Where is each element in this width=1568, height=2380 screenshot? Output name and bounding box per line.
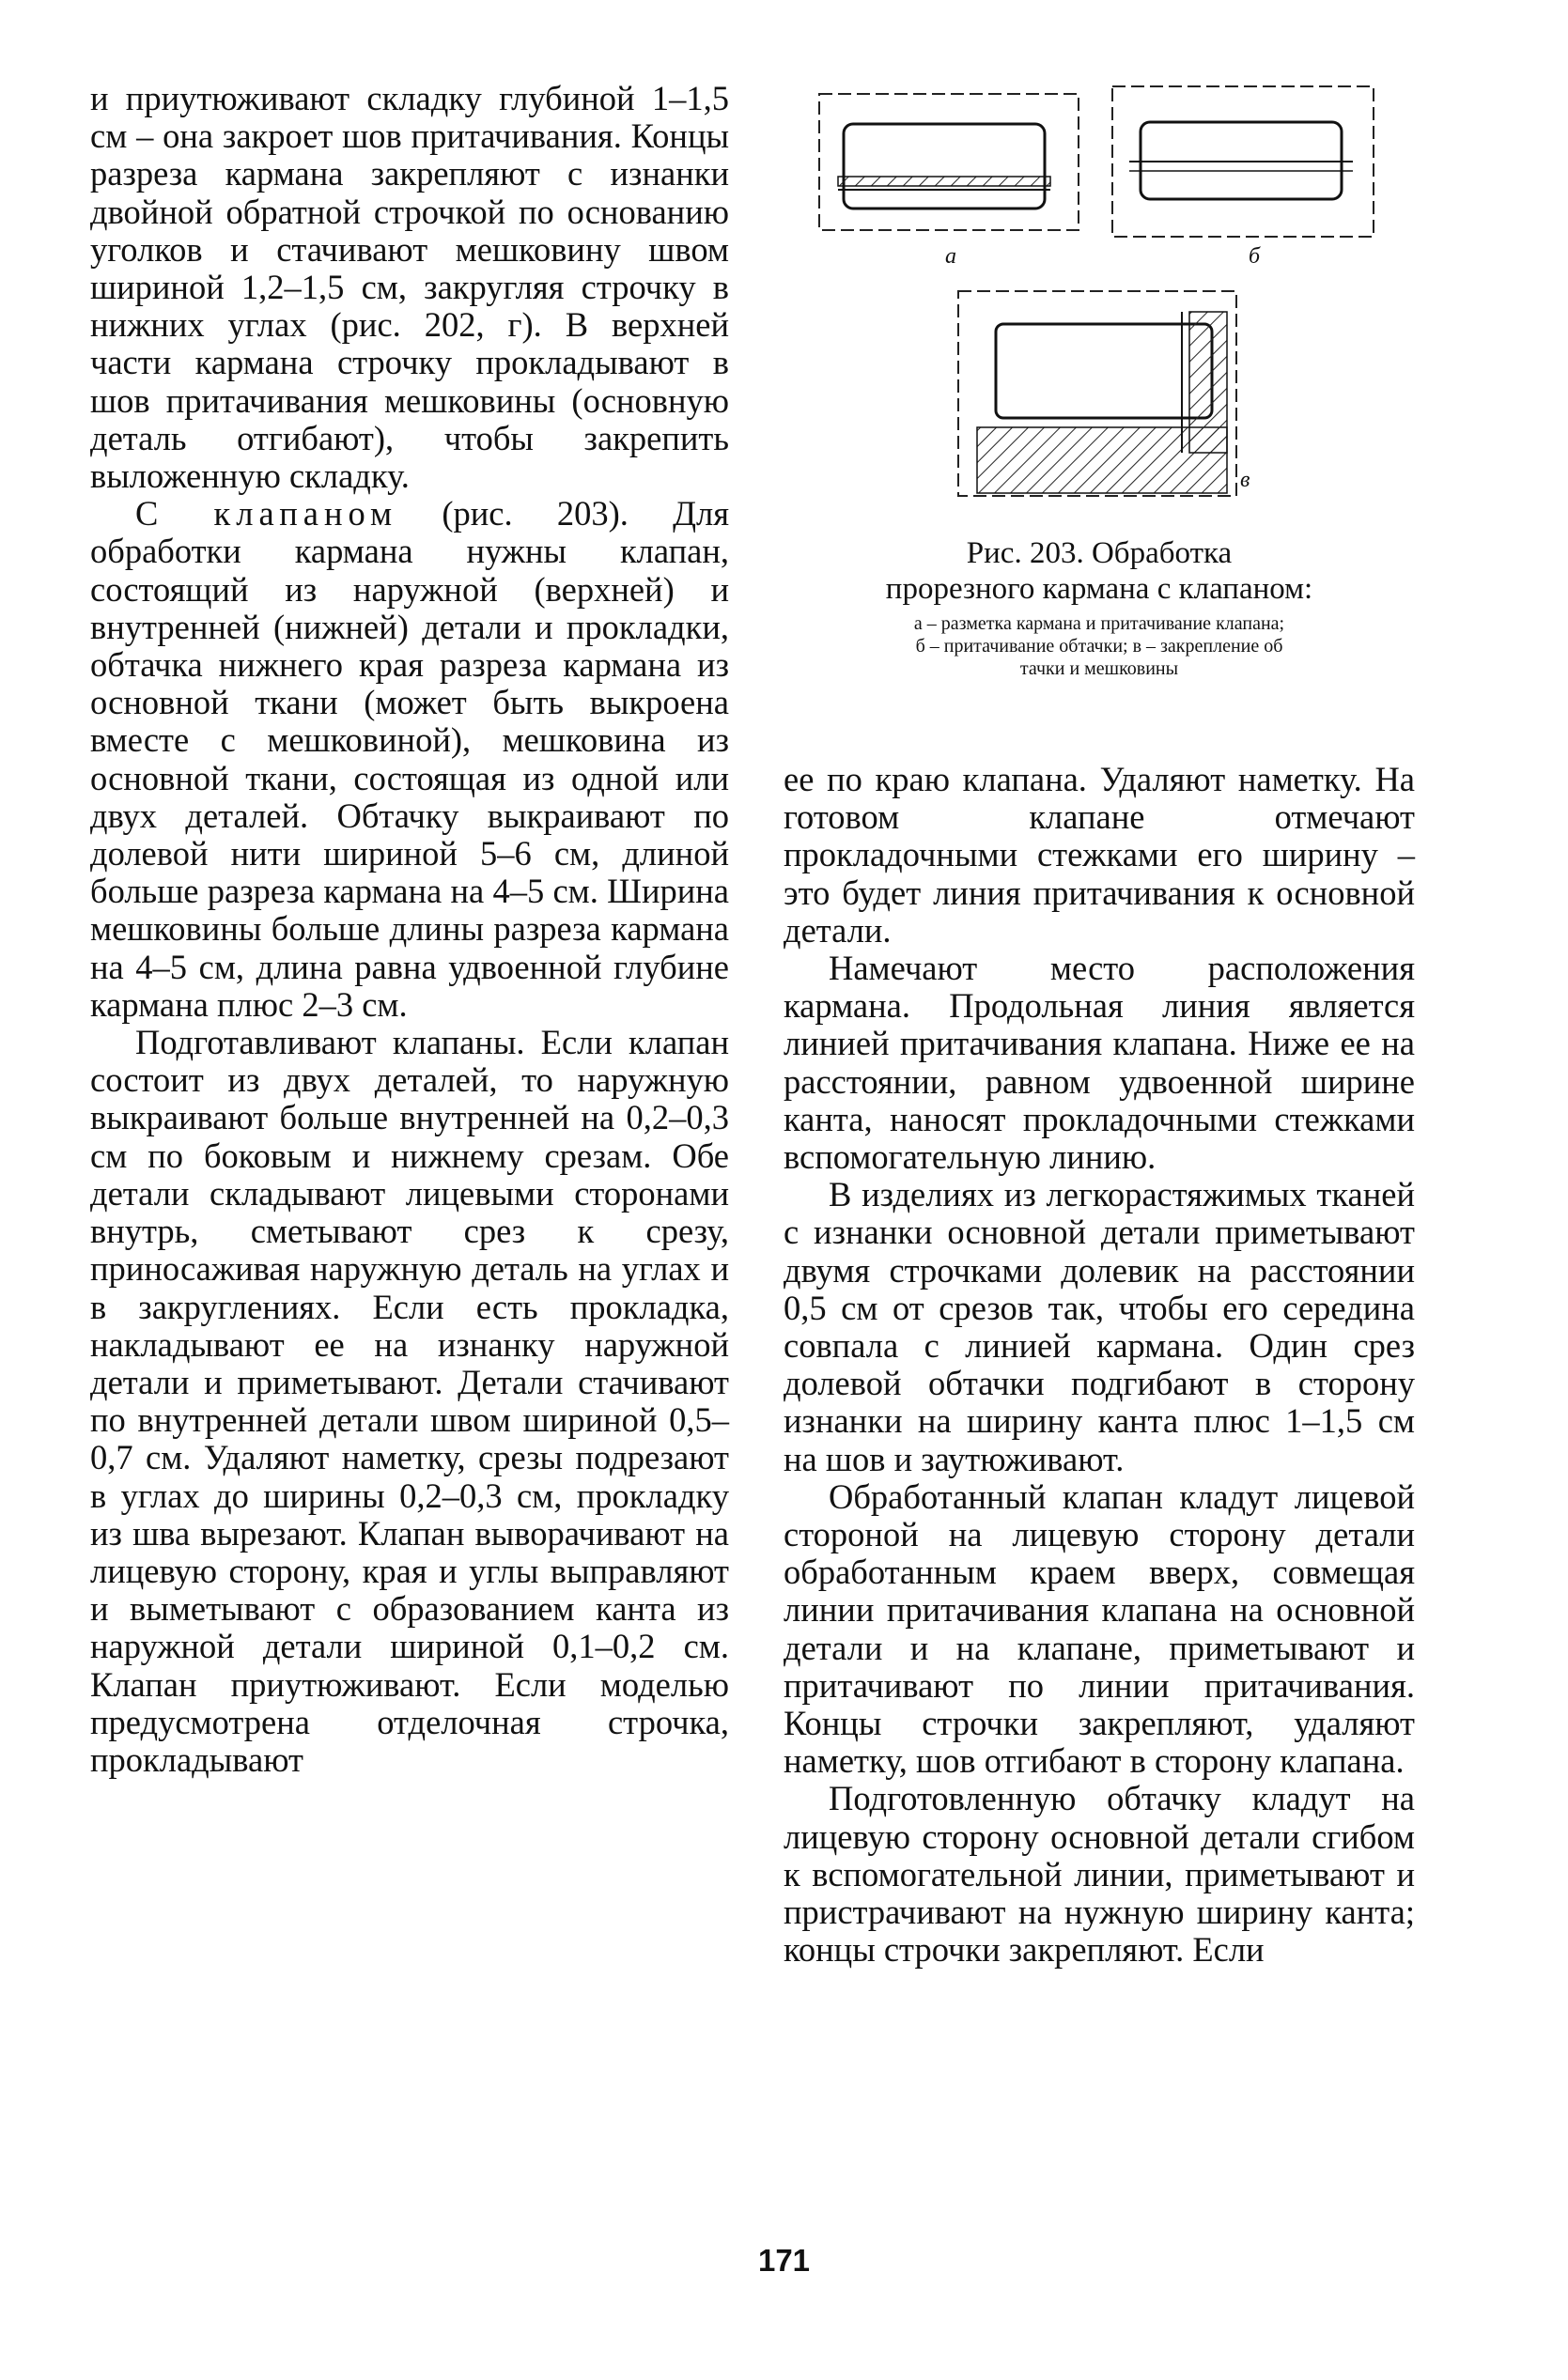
paragraph: ее по краю клапана. Удаляют наметку. На готовом клапане отмечают прокладочными стежками его ширину – это будет линия притачивания к основной детали. [784,760,1415,950]
section-lead: С клапаном [135,494,398,533]
label-v: в [1240,468,1250,492]
label-b: б [1249,244,1261,269]
right-text-column [784,761,1415,1970]
paragraph: Подготовленную обтачку кладут на лицевую сторону основной детали сгибом к вспомогательной линии, приметывают и пристрачивают на нужную ширину канта; концы строчки закрепляют. Если [784,1779,1415,1970]
paragraph: Подготавливают клапаны. Если клапан состоит из двух деталей, то наружную выкраивают больше внутренней на 0,2–0,3 см по боковым и нижнему срезам. Обе детали складывают лицевыми сторонами внутрь, сметывают срез к срезу, приносаживая наружную деталь на углах и в закруглениях. Если есть прокладка, накладывают ее на изнанку наружной детали и приметывают. Детали стачивают по внутренней детали швом шириной 0,5–0,7 см. Удаляют наметку, срезы подрезают в углах до ширины 0,2–0,3 см, прокладку из шва вырезают. Клапан выворачивают на лицевую сторону, края и углы выправляют и выметывают с образованием канта из наружной детали шириной 0,1–0,2 см. Клапан приутюживают. Если моделью предусмотрена отделочная строчка, прокладывают [90,1023,729,1779]
paragraph: и приутюживают складку глубиной 1–1,5 см – она закроет шов притачивания. Концы разреза кармана закрепляют с изнанки двойной обратной строчкой по основанию уголков и стачивают мешковину швом шириной 1,2–1,5 см, закругляя строчку в нижних углах (рис. 202, г). В верхней части кармана строчку прокладывают в шов притачивания мешковины (основную деталь отгибают), чтобы закрепить выложенную складку. [90,79,729,496]
caption-line: а – разметка кармана и притачивание клапана; [913,613,1285,634]
paragraph: Намечают место расположения кармана. Продольная линия является линией притачивания клапана. Ниже ее на расстоянии, равном удвоенной ширине канта, наносят прокладочными стежками вспомогательную линию. [784,949,1415,1177]
page-number: 171 [757,2243,811,2278]
caption-title-line: прорезного кармана с клапаном: [885,572,1313,606]
diagram-a [819,94,1079,230]
caption-line: б – притачивание обтачки; в – закрепление об [915,636,1283,657]
paragraph-body: (рис. 203). Для обработки кармана нужны клапан, состоящий из наружной (верхней) и внутренней (нижней) детали и прокладки, обтачка нижнего края разреза кармана из основной ткани (может быть выкроена вместе с мешковиной), мешковина из основной ткани, состоящая из одной или двух деталей. Обтачку выкраивают по долевой нити шириной 5–6 см, длиной больше разреза кармана на 4–5 см. Ширина мешковины больше длины разреза кармана на 4–5 см, длина равна удвоенной глубине кармана плюс 2–3 см. [90,494,729,1024]
left-text-column [90,80,729,1779]
caption-title-line: Рис. 203. Обработка [966,536,1233,570]
label-a: а [945,244,956,269]
diagram-b [1112,86,1374,237]
figure-caption-title [784,535,1415,607]
caption-line: тачки и мешковины [1019,658,1179,679]
figure-203 [784,66,1415,535]
figure-caption-legend [784,612,1415,680]
paragraph: В изделиях из легкорастяжимых тканей с изнанки основной детали приметывают двумя строчками долевик на расстоянии 0,5 см от срезов так, чтобы его середина совпала с линией кармана. Один срез долевой обтачки подгибают в сторону изнанки на ширину канта плюс 1–1,5 см на шов и заутюживают. [784,1175,1415,1478]
paragraph [90,495,729,1024]
paragraph: Обработанный клапан кладут лицевой стороной на лицевую сторону детали обработанным краем вверх, совмещая линии притачивания клапана на основной детали и на клапане, приметывают и притачивают по линии притачивания. Концы строчки закрепляют, удаляют наметку, шов отгибают в сторону клапана. [784,1476,1415,1781]
diagram-v [958,291,1236,496]
pocket-diagram [784,66,1415,535]
